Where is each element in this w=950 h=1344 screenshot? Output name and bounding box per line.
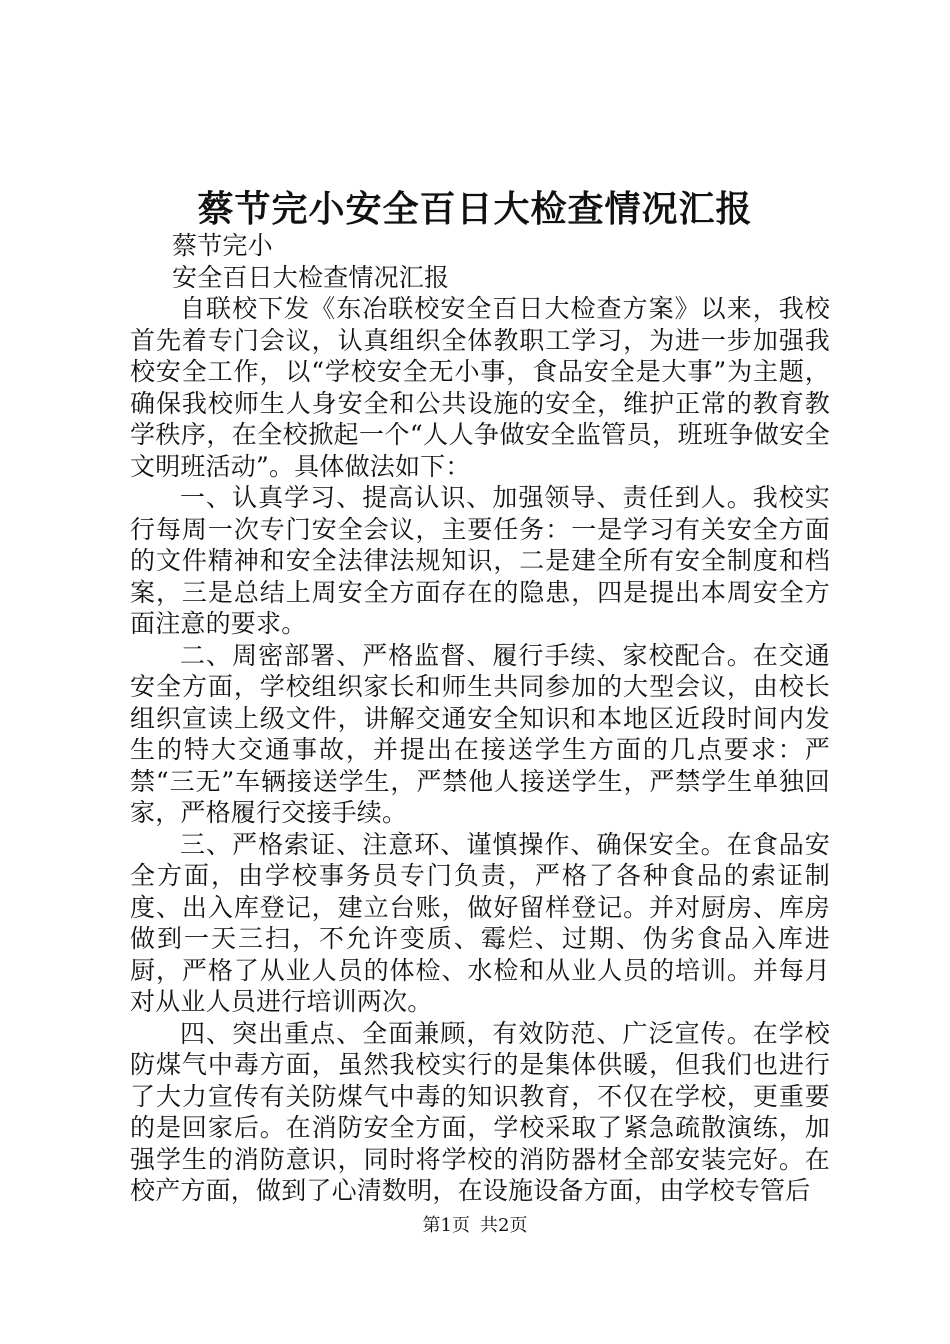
paragraph-section-2: 二、周密部署、严格监督、履行手续、家校配合。在交通安全方面，学校组织家长和师生共同参加的大型会议，由校长组织宣读上级文件，讲解交通安全知识和本地区近段时间内发生的特大交通事故，并提出在接送学生方面的几点要求：严禁“三无”车辆接送学生，严禁他人接送学生，严禁学生单独回家，严格履行交接手续。 [130,640,830,827]
page-total: 共2页 [480,1215,528,1236]
paragraph-school-name: 蔡节完小 [172,231,273,260]
document-body [130,230,830,1207]
page-number: 第1页 [422,1215,470,1236]
paragraph-section-1: 一、认真学习、提高认识、加强领导、责任到人。我校实行每周一次专门安全会议，主要任务：一是学习有关安全方面的文件精神和安全法律法规知识，二是建全所有安全制度和档案，三是总结上周安全方面存在的隐患，四是提出本周安全方面注意的要求。 [130,483,830,638]
paragraph-section-4: 四、突出重点、全面兼顾，有效防范、广泛宣传。在学校防煤气中毒方面，虽然我校实行的是集体供暖，但我们也进行了大力宣传有关防煤气中毒的知识教育，不仅在学校，更重要的是回家后。在消防安全方面，学校采取了紧急疏散演练，加强学生的消防意识，同时将学校的消防器材全部安装完好。在校产方面，做到了心清数明，在设施设备方面，由学校专管后 [130,1018,830,1205]
paragraph-section-3: 三、严格索证、注意环、谨慎操作、确保安全。在食品安全方面，由学校事务员专门负责，严格了各种食品的索证制度、出入库登记，建立台账，做好留样登记。并对厨房、库房做到一天三扫，不允许变质、霉烂、过期、伪劣食品入库进厨，严格了从业人员的体检、水检和从业人员的培训。并每月对从业人员进行培训两次。 [130,829,830,1016]
paragraph-report-name: 安全百日大检查情况汇报 [172,262,450,292]
paragraph-intro: 自联校下发《东冶联校安全百日大检查方案》以来，我校首先着专门会议，认真组织全体教职工学习，为进一步加强我校安全工作，以“学校安全无小事，食品安全是大事”为主题，确保我校师生人身安全和公共设施的安全，维护正常的教育教学秩序，在全校掀起一个“人人争做安全监管员，班班争做安全文明班活动”。具体做法如下： [130,294,830,481]
document-title: 蔡节完小安全百日大检查情况汇报 [197,188,753,230]
page-footer [0,1214,950,1238]
